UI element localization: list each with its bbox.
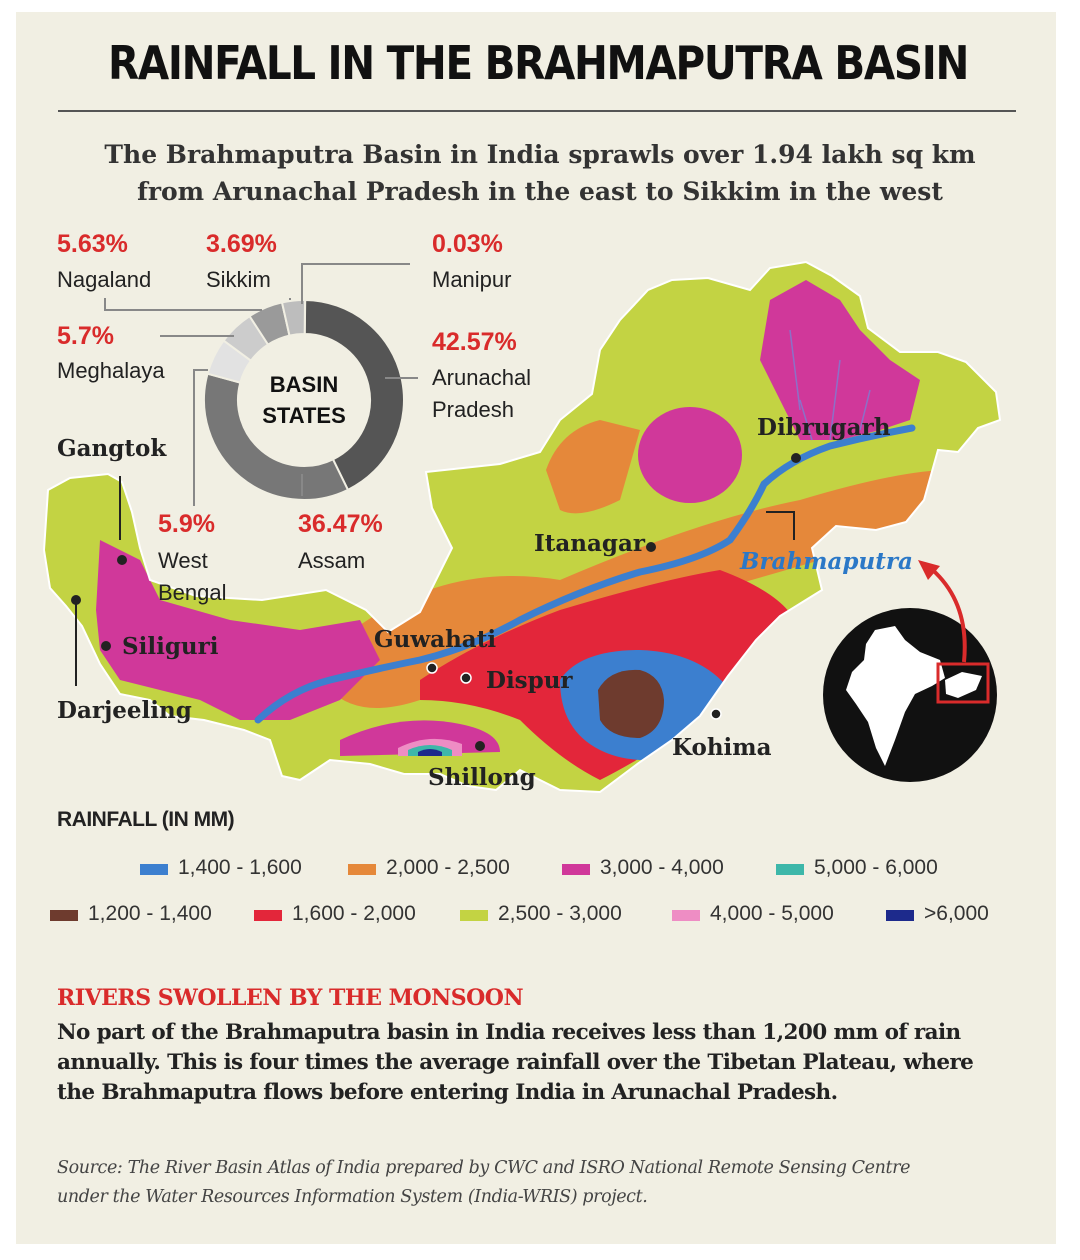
city-label-gangtok: Gangtok	[57, 435, 167, 462]
legend-label: >6,000	[924, 902, 989, 925]
article-body-line-1: No part of the Brahmaputra basin in India receives less than 1,200 mm of rain	[57, 1020, 961, 1045]
city-label-guwahati: Guwahati	[374, 626, 497, 653]
assam-percent: 36.47%	[298, 510, 383, 538]
locator-arrow-head-icon	[918, 560, 940, 580]
legend-label: 1,400 - 1,600	[178, 856, 302, 879]
legend-swatch	[886, 910, 914, 921]
dispur-dot	[461, 673, 471, 683]
legend-label: 2,000 - 2,500	[386, 856, 510, 879]
source-note-line-2: under the Water Resources Information System (India-WRIS) project.	[57, 1187, 648, 1207]
meghalaya-label: Meghalaya	[57, 358, 165, 383]
source-note-line-1: Source: The River Basin Atlas of India prepared by CWC and ISRO National Remote Sensing Centre	[57, 1158, 911, 1178]
siliguri-dot	[101, 641, 111, 651]
west-bengal-label-line-1: West	[158, 548, 208, 573]
legend-swatch	[776, 864, 804, 875]
darjeeling-dot	[71, 595, 81, 605]
page-title: RAINFALL IN THE BRAHMAPUTRA BASIN	[107, 36, 969, 90]
legend-label: 4,000 - 5,000	[710, 902, 834, 925]
city-label-darjeeling: Darjeeling	[57, 697, 192, 724]
donut-center-line-2: STATES	[262, 403, 346, 428]
arunachal-label-line-1: Arunachal	[432, 365, 532, 390]
legend-swatch	[348, 864, 376, 875]
kohima-dot	[711, 709, 721, 719]
article-body-line-2: annually. This is four times the average rainfall over the Tibetan Plateau, where	[57, 1050, 974, 1075]
assam-label: Assam	[298, 548, 366, 573]
legend-swatch	[672, 910, 700, 921]
city-label-dispur: Dispur	[486, 667, 573, 694]
sikkim-percent: 3.69%	[206, 230, 277, 258]
legend-label: 1,600 - 2,000	[292, 902, 416, 925]
arunachal-label	[432, 362, 531, 426]
dibrugarh-dot	[791, 453, 801, 463]
gangtok-dot	[117, 555, 127, 565]
west-bengal-percent: 5.9%	[158, 510, 215, 538]
legend-swatch	[460, 910, 488, 921]
manipur-percent: 0.03%	[432, 230, 503, 258]
nagaland-label: Nagaland	[57, 267, 152, 292]
subtitle-line-1: The Brahmaputra Basin in India sprawls over 1.94 lakh sq km	[104, 140, 976, 169]
subtitle-line-2: from Arunachal Pradesh in the east to Sikkim in the west	[137, 177, 943, 206]
legend-title: RAINFALL (IN MM)	[57, 808, 235, 831]
city-label-kohima: Kohima	[672, 734, 772, 761]
manipur-label: Manipur	[432, 267, 512, 292]
west-bengal-label-line-2: Bengal	[158, 580, 227, 605]
guwahati-dot	[427, 663, 437, 673]
west-bengal-label	[158, 545, 227, 609]
legend-label: 3,000 - 4,000	[600, 856, 724, 879]
article-heading: RIVERS SWOLLEN BY THE MONSOON	[57, 985, 524, 1011]
legend-label: 2,500 - 3,000	[498, 902, 622, 925]
sikkim-label: Sikkim	[206, 267, 271, 292]
itanagar-dot	[646, 542, 656, 552]
city-label-siliguri: Siliguri	[122, 633, 219, 660]
city-label-dibrugarh: Dibrugarh	[757, 414, 891, 441]
donut-center-label	[244, 369, 364, 431]
manipur-leader	[302, 264, 410, 304]
shillong-dot	[475, 741, 485, 751]
legend-label: 1,200 - 1,400	[88, 902, 212, 925]
legend-swatch	[140, 864, 168, 875]
donut-center-line-1: BASIN	[269, 372, 339, 397]
article-body	[57, 1018, 1017, 1108]
meghalaya-percent: 5.7%	[57, 322, 114, 350]
legend-swatch	[562, 864, 590, 875]
legend-swatch	[254, 910, 282, 921]
source-note	[57, 1154, 1017, 1212]
city-label-itanagar: Itanagar	[534, 530, 646, 557]
legend-label: 5,000 - 6,000	[814, 856, 938, 879]
nagaland-leader	[105, 298, 262, 310]
rainfall-zone-1200-1400	[598, 670, 664, 738]
rainfall-zone-3000-4000-central	[638, 407, 742, 503]
arunachal-label-line-2: Pradesh	[432, 397, 514, 422]
city-label-shillong: Shillong	[428, 764, 536, 791]
article-body-line-3: the Brahmaputra flows before entering India in Arunachal Pradesh.	[57, 1080, 838, 1105]
legend-swatch	[50, 910, 78, 921]
nagaland-percent: 5.63%	[57, 230, 128, 258]
river-label-brahmaputra: Brahmaputra	[740, 548, 913, 575]
arunachal-percent: 42.57%	[432, 328, 517, 356]
